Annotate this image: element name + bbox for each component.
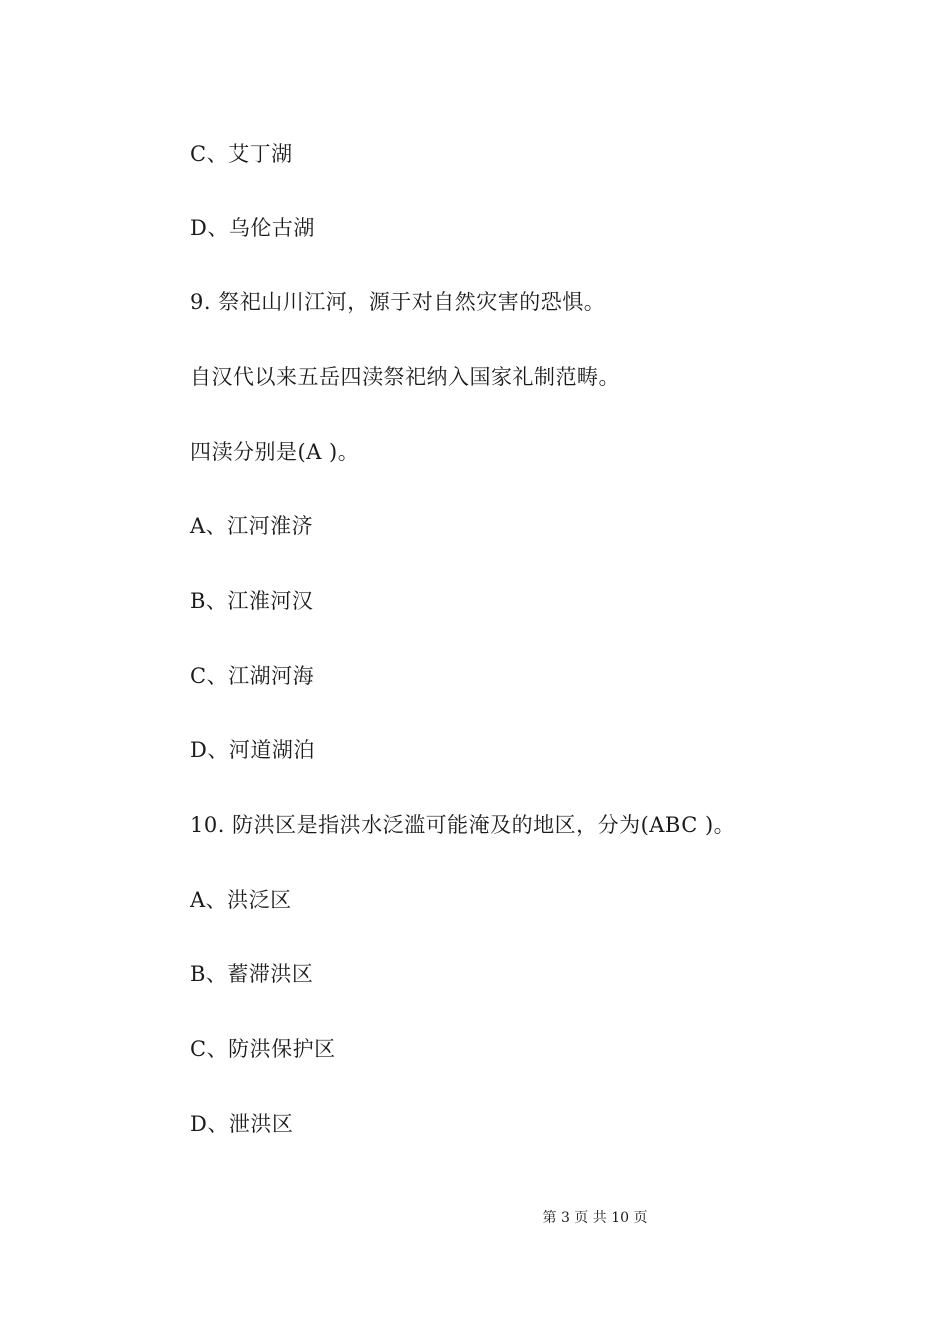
option-d-q8: D、乌伦古湖 xyxy=(190,216,315,240)
question-9-text: 9. 祭祀山川江河，源于对自然灾害的恐惧。 xyxy=(190,290,606,314)
option-c-q10: C、防洪保护区 xyxy=(190,1037,336,1061)
page-number-footer: 第 3 页 共 10 页 xyxy=(542,1210,648,1226)
question-9-prompt: 四渎分别是(A )。 xyxy=(190,440,360,464)
option-c-q9: C、江湖河海 xyxy=(190,664,315,688)
option-a-q9: A、江河淮济 xyxy=(190,514,314,538)
option-d-q9: D、河道湖泊 xyxy=(190,738,315,762)
option-d-q10: D、泄洪区 xyxy=(190,1112,294,1136)
option-c-q8: C、艾丁湖 xyxy=(190,142,293,166)
option-a-q10: A、洪泛区 xyxy=(190,888,292,912)
question-10-text: 10. 防洪区是指洪水泛滥可能淹及的地区，分为(ABC )。 xyxy=(190,813,736,837)
option-b-q10: B、蓄滞洪区 xyxy=(190,962,314,986)
option-b-q9: B、江淮河汉 xyxy=(190,589,314,613)
question-9-text-continued: 自汉代以来五岳四渎祭祀纳入国家礼制范畴。 xyxy=(190,365,620,389)
